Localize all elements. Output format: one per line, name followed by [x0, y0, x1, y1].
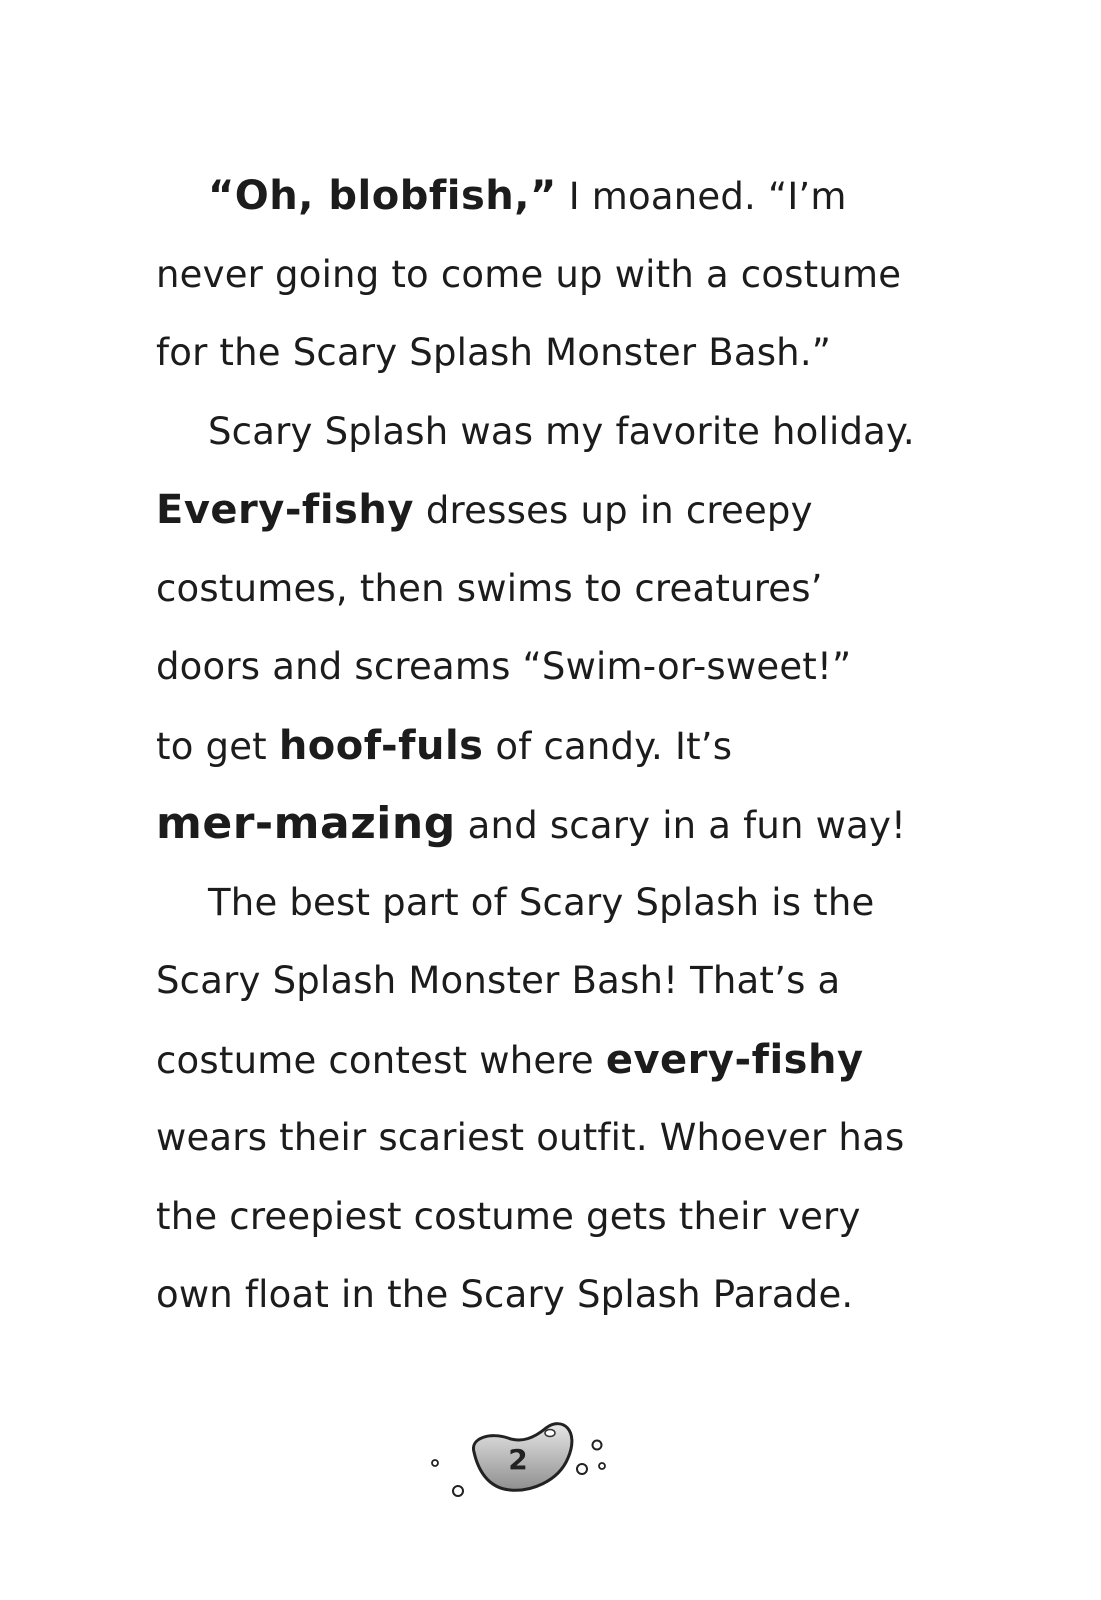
page-number-badge [430, 1418, 620, 1508]
text-line [156, 864, 956, 943]
text-span: of candy. It’s [483, 724, 733, 768]
text-span: The best part of Scary Splash is the [208, 880, 875, 924]
text-line [156, 393, 956, 472]
text-span: never going to come up with a costume [156, 252, 902, 296]
text-span: for the Scary Splash Monster Bash.” [156, 331, 832, 374]
text-span: own float in the Scary Splash Parade. [156, 1273, 854, 1316]
page-number: 2 [508, 1443, 528, 1476]
text-line [156, 1178, 956, 1257]
text-span: doors and screams “Swim-or-sweet!” [156, 645, 852, 688]
text-line [156, 707, 956, 786]
text-line [156, 785, 956, 864]
text-line [156, 157, 956, 236]
text-line [156, 628, 956, 707]
text-line [156, 236, 956, 315]
text-line [156, 550, 956, 629]
emphasized-word: every-fishy [605, 1036, 864, 1083]
text-span: I moaned. “I’m [556, 175, 847, 218]
text-span: the creepiest costume gets their very [156, 1194, 861, 1238]
text-span: costume contest where [156, 1038, 606, 1082]
text-span: Scary Splash was my favorite holiday. [208, 409, 915, 453]
text-line [156, 942, 956, 1021]
emphasized-word: mer-mazing [156, 798, 456, 849]
text-span: and scary in a fun way! [455, 804, 907, 847]
text-span: costumes, then swims to creatures’ [156, 566, 823, 610]
emphasized-word: Every-fishy [156, 487, 414, 533]
emphasized-word: “Oh, blobfish,” [208, 173, 557, 219]
text-span: wears their scariest outfit. Whoever has [156, 1116, 905, 1159]
text-span: Scary Splash Monster Bash! That’s a [156, 959, 841, 1002]
text-line [156, 471, 956, 550]
text-line [156, 1256, 956, 1335]
text-line [156, 1099, 956, 1178]
body-text [156, 157, 956, 1335]
emphasized-word: hoof-fuls [278, 722, 484, 769]
text-span: to get [156, 724, 279, 768]
text-span: dresses up in creepy [413, 489, 813, 532]
text-line [156, 314, 956, 393]
text-line [156, 1021, 956, 1100]
